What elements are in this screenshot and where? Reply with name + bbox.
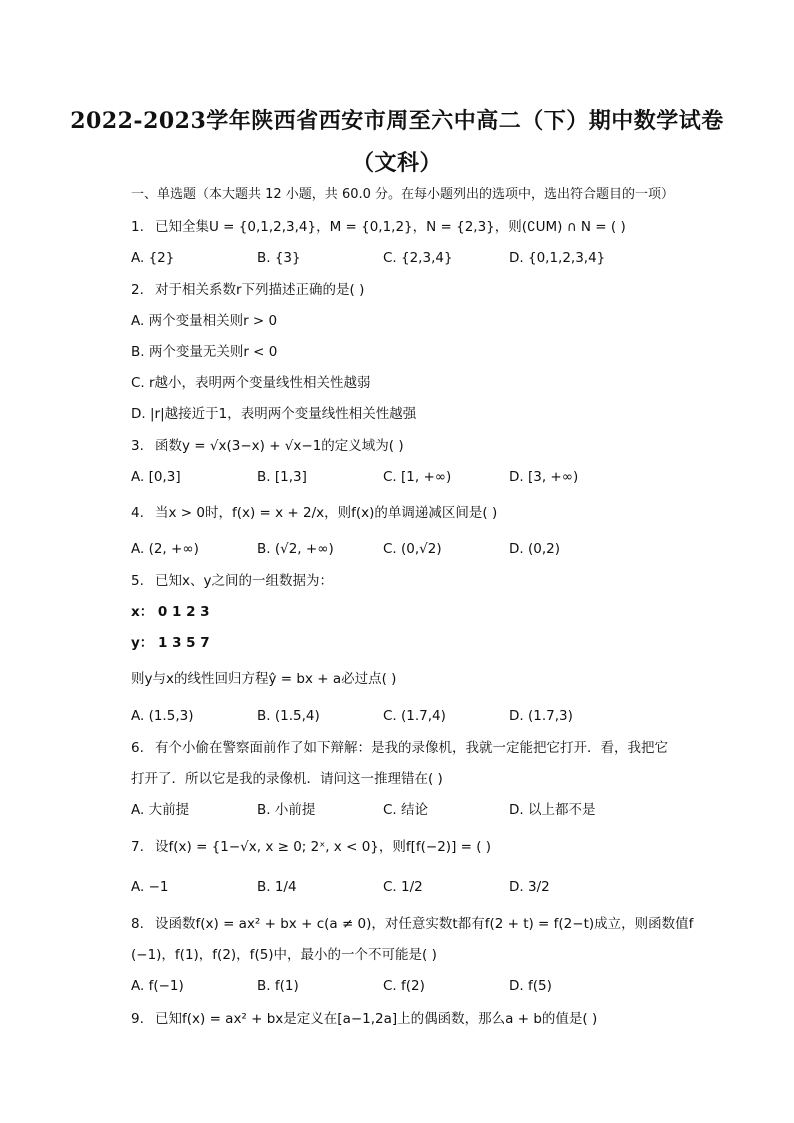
- question-number: 3.: [131, 438, 144, 454]
- q7-option-d: D. 3/2: [509, 879, 550, 895]
- q2-option-d: D. |r|越接近于1，表明两个变量线性相关性越强: [131, 406, 417, 422]
- question-3: [131, 437, 404, 455]
- q4-option-d: D. (0,2): [509, 541, 560, 557]
- q6-option-c: C. 结论: [383, 802, 429, 818]
- question-number: 1.: [131, 219, 144, 235]
- q8-option-a: A. f(−1): [131, 978, 184, 994]
- q8-option-b: B. f(1): [257, 978, 299, 994]
- q4-option-c: C. (0,√2): [383, 541, 442, 557]
- q8-option-d: D. f(5): [509, 978, 552, 994]
- q4-option-a: A. (2, +∞): [131, 541, 199, 557]
- question-text: 函数y = √x(3−x) + √x−1的定义域为( ): [155, 438, 404, 454]
- question-text: 已知f(x) = ax² + bx是定义在[a−1,2a]上的偶函数，那么a + b的值是( ): [155, 1011, 598, 1027]
- q5-option-c: C. (1.7,4): [383, 708, 446, 724]
- question-6: [131, 739, 668, 757]
- question-number: 6.: [131, 740, 144, 756]
- question-number: 8.: [131, 916, 144, 932]
- question-text: 当x > 0时，f(x) = x + 2/x，则f(x)的单调递减区间是( ): [155, 505, 498, 521]
- q6-option-d: D. 以上都不是: [509, 802, 596, 818]
- exam-subtitle: （文科）: [351, 150, 442, 176]
- q3-option-a: A. [0,3]: [131, 469, 181, 485]
- question-text: 已知全集U = {0,1,2,3,4}，M = {0,1,2}，N = {2,3}，则(∁UM) ∩ N = ( ): [155, 219, 626, 235]
- q6-continuation: 打开了．所以它是我的录像机．请问这一推理错在( ): [131, 771, 443, 787]
- q1-option-d: D. {0,1,2,3,4}: [509, 250, 606, 266]
- q3-option-b: B. [1,3]: [257, 469, 307, 485]
- q8-continuation: (−1)，f(1)，f(2)，f(5)中，最小的一个不可能是( ): [131, 947, 437, 963]
- question-4: [131, 504, 497, 522]
- q6-option-a: A. 大前提: [131, 802, 190, 818]
- q1-option-c: C. {2,3,4}: [383, 250, 453, 266]
- q4-option-b: B. (√2, +∞): [257, 541, 334, 557]
- q2-option-c: C. r越小，表明两个变量线性相关性越弱: [131, 375, 371, 391]
- q1-option-a: A. {2}: [131, 250, 175, 266]
- question-text: 设函数f(x) = ax² + bx + c(a ≠ 0)，对任意实数t都有f(2 + t) = f(2−t)成立，则函数值f: [155, 916, 694, 932]
- q5-data-y: y： 1 3 5 7: [131, 635, 210, 651]
- question-number: 4.: [131, 505, 144, 521]
- q5-continuation: 则y与x的线性回归方程ŷ = bx + a必过点( ): [131, 671, 397, 687]
- question-8: [131, 915, 693, 933]
- q5-data-x: x： 0 1 2 3: [131, 604, 210, 620]
- q6-option-b: B. 小前提: [257, 802, 316, 818]
- q5-option-a: A. (1.5,3): [131, 708, 194, 724]
- question-2: [131, 281, 364, 299]
- question-number: 9.: [131, 1011, 144, 1027]
- question-text: 有个小偷在警察面前作了如下辩解：是我的录像机，我就一定能把它打开．看，我把它: [155, 740, 668, 756]
- question-1: [131, 218, 626, 236]
- question-number: 5.: [131, 573, 144, 589]
- question-text: 已知x、y之间的一组数据为：: [155, 573, 333, 589]
- question-text: 设f(x) = {1−√x, x ≥ 0; 2ˣ, x < 0}，则f[f(−2)] = ( ): [155, 839, 492, 855]
- q3-option-c: C. [1, +∞): [383, 469, 452, 485]
- q5-option-d: D. (1.7,3): [509, 708, 573, 724]
- q7-option-a: A. −1: [131, 879, 169, 895]
- q7-option-b: B. 1/4: [257, 879, 297, 895]
- q7-option-c: C. 1/2: [383, 879, 423, 895]
- q3-option-d: D. [3, +∞): [509, 469, 579, 485]
- question-number: 7.: [131, 839, 144, 855]
- q1-option-b: B. {3}: [257, 250, 301, 266]
- question-text: 对于相关系数r下列描述正确的是( ): [155, 282, 365, 298]
- q2-option-a: A. 两个变量相关则r > 0: [131, 313, 278, 329]
- section-heading: 一、单选题（本大题共 12 小题，共 60.0 分。在每小题列出的选项中，选出符合题目的一项）: [131, 187, 675, 202]
- exam-title: 2022-2023学年陕西省西安市周至六中高二（下）期中数学试卷: [70, 108, 724, 134]
- q5-option-b: B. (1.5,4): [257, 708, 320, 724]
- question-7: [131, 838, 491, 856]
- q8-option-c: C. f(2): [383, 978, 425, 994]
- question-number: 2.: [131, 282, 144, 298]
- question-5: [131, 572, 333, 590]
- question-9: [131, 1010, 597, 1028]
- q2-option-b: B. 两个变量无关则r < 0: [131, 344, 278, 360]
